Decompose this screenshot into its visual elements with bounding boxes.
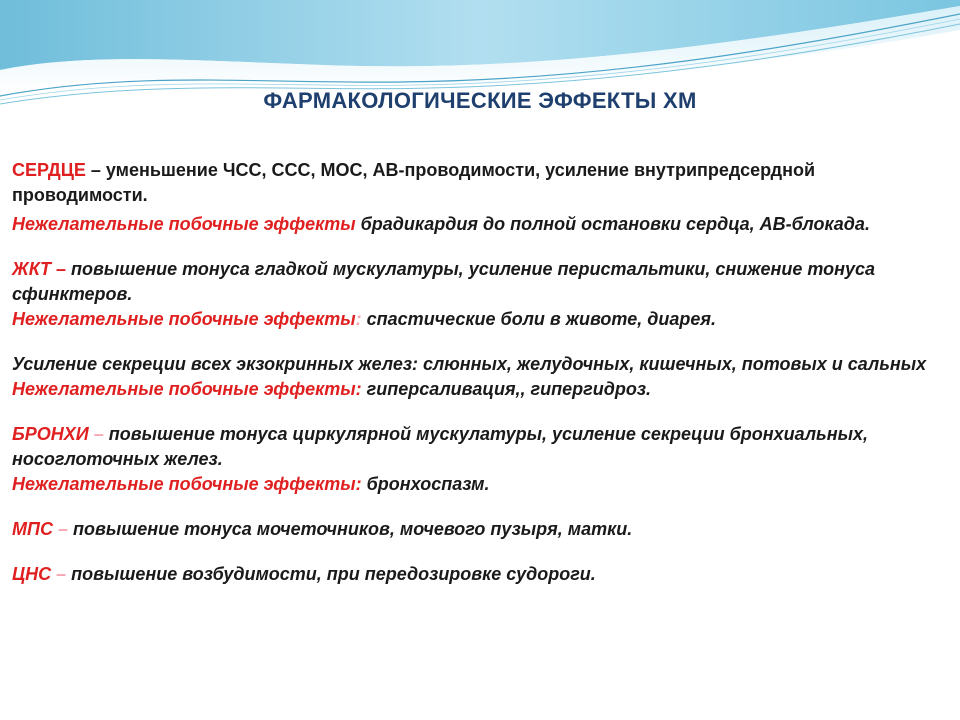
bronchi-dash: – (88, 424, 109, 444)
slide-title: ФАРМАКОЛОГИЧЕСКИЕ ЭФФЕКТЫ ХМ (263, 88, 697, 113)
heart-side-label: Нежелательные побочные эффекты (12, 214, 356, 234)
gi-side-label: Нежелательные побочные эффекты (12, 309, 356, 329)
bronchi-side-label: Нежелательные побочные эффекты: (12, 474, 362, 494)
mps-block (12, 517, 942, 542)
bronchi-text: повышение тонуса циркулярной мускулатуры, усиление секреции бронхиальных, носоглоточных желез. (12, 424, 868, 469)
cns-text: повышение возбудимости, при передозировке судороги. (71, 564, 596, 584)
gi-block (12, 257, 942, 332)
bronchi-label: БРОНХИ (12, 424, 89, 444)
gi-label: ЖКТ (12, 259, 51, 279)
glands-effects: Усиление секреции всех экзокринных желез: слюнных, желудочных, кишечных, потовых и сальных (12, 354, 927, 374)
mps-label: МПС (12, 519, 53, 539)
glands-side-text: гиперсаливация,, гипергидроз. (361, 379, 652, 399)
gi-effects (12, 257, 942, 307)
content-body (12, 158, 942, 607)
gi-side-effects (12, 307, 942, 332)
mps-text: повышение тонуса мочеточников, мочевого пузыря, матки. (72, 519, 633, 539)
cns-block (12, 562, 942, 587)
cns-dash: – (51, 564, 72, 584)
bronchi-side-text: бронхоспазм. (361, 474, 490, 494)
heart-text: – уменьшение ЧСС, ССС, МОС, АВ-проводимости, усиление внутрипредсердной проводимости. (12, 160, 816, 205)
glands-side-effects (12, 377, 942, 402)
cns-effects (12, 562, 942, 587)
mps-dash: – (52, 519, 73, 539)
bronchi-side-effects (12, 472, 942, 497)
mps-effects (12, 517, 942, 542)
cns-label: ЦНС (12, 564, 52, 584)
glands-side-label: Нежелательные побочные эффекты: (12, 379, 362, 399)
heart-side-effects (12, 212, 942, 237)
heart-label: СЕРДЦЕ (12, 160, 86, 180)
bronchi-block (12, 422, 942, 497)
bronchi-effects (12, 422, 942, 472)
glands-block (12, 352, 942, 402)
gi-side-colon: : (355, 309, 362, 329)
heart-effects (12, 158, 942, 208)
gi-side-text: спастические боли в животе, диарея. (361, 309, 716, 329)
heart-side-text: брадикардия до полной остановки сердца, АВ-блокада. (355, 214, 870, 234)
heart-block (12, 158, 942, 237)
gi-text: повышение тонуса гладкой мускулатуры, усиление перистальтики, снижение тонуса сфинктеров. (12, 259, 876, 304)
gi-dash: – (50, 259, 71, 279)
